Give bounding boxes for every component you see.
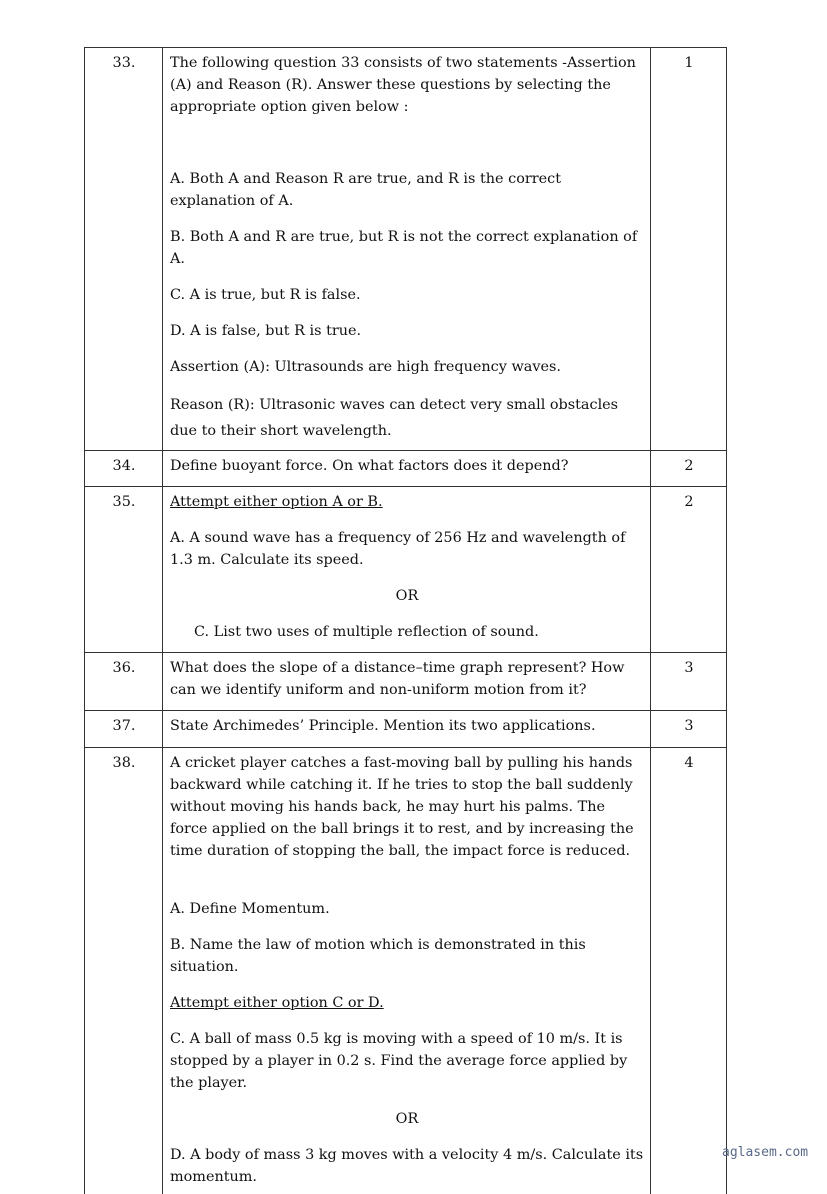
reason: Reason (R): Ultrasonic waves can detect very small obstacles due to their short wavelength. — [170, 392, 644, 444]
question-row-38 — [85, 748, 727, 1194]
or-separator: OR — [170, 585, 644, 607]
question-row-36 — [85, 653, 727, 711]
question-row-34 — [85, 451, 727, 487]
part-d: D. A body of mass 3 kg moves with a velocity 4 m/s. Calculate its momentum. — [170, 1144, 644, 1188]
question-marks: 4 — [651, 748, 727, 1194]
question-number: 34. — [85, 451, 163, 487]
question-number: 37. — [85, 711, 163, 748]
assertion: Assertion (A): Ultrasounds are high frequency waves. — [170, 356, 644, 378]
case-passage: A cricket player catches a fast-moving ball by pulling his hands backward while catching it. If he tries to stop the ball suddenly without moving his hands back, he may hurt his palms. The force applied on the ball brings it to rest, and by increasing the time duration of stopping the ball, the impact force is reduced. — [170, 752, 644, 862]
or-separator: OR — [170, 1108, 644, 1130]
question-marks: 3 — [651, 711, 727, 748]
question-intro: The following question 33 consists of two statements -Assertion (A) and Reason (R). Answer these questions by selecting the appropriate option given below : — [170, 52, 644, 118]
question-row-33 — [85, 48, 727, 451]
part-b: B. Name the law of motion which is demonstrated in this situation. — [170, 934, 644, 978]
question-marks: 1 — [651, 48, 727, 451]
question-marks: 3 — [651, 653, 727, 711]
question-table — [84, 47, 727, 1194]
question-text: What does the slope of a distance–time graph represent? How can we identify uniform and non-uniform motion from it? — [163, 653, 651, 711]
option-d: D. A is false, but R is true. — [170, 320, 644, 342]
watermark: aglasem.com — [722, 1145, 808, 1160]
question-body — [163, 48, 651, 451]
question-text: State Archimedes’ Principle. Mention its two applications. — [163, 711, 651, 748]
option-c: C. A is true, but R is false. — [170, 284, 644, 306]
part-a: A. Define Momentum. — [170, 898, 644, 920]
question-body — [163, 487, 651, 653]
option-a: A. A sound wave has a frequency of 256 Hz and wavelength of 1.3 m. Calculate its speed. — [170, 527, 644, 571]
question-number: 36. — [85, 653, 163, 711]
option-c: C. List two uses of multiple reflection of sound. — [170, 621, 644, 643]
question-number: 38. — [85, 748, 163, 1194]
question-row-35 — [85, 487, 727, 653]
option-b: B. Both A and R are true, but R is not the correct explanation of A. — [170, 226, 644, 270]
question-text: Define buoyant force. On what factors does it depend? — [163, 451, 651, 487]
part-c: C. A ball of mass 0.5 kg is moving with a speed of 10 m/s. It is stopped by a player in 0.2 s. Find the average force applied by the player. — [170, 1028, 644, 1094]
question-marks: 2 — [651, 487, 727, 653]
question-body — [163, 748, 651, 1194]
instruction: Attempt either option C or D. — [170, 992, 644, 1014]
question-row-37 — [85, 711, 727, 748]
option-a: A. Both A and Reason R are true, and R is the correct explanation of A. — [170, 168, 644, 212]
question-number: 33. — [85, 48, 163, 451]
instruction: Attempt either option A or B. — [170, 491, 644, 513]
question-number: 35. — [85, 487, 163, 653]
question-marks: 2 — [651, 451, 727, 487]
